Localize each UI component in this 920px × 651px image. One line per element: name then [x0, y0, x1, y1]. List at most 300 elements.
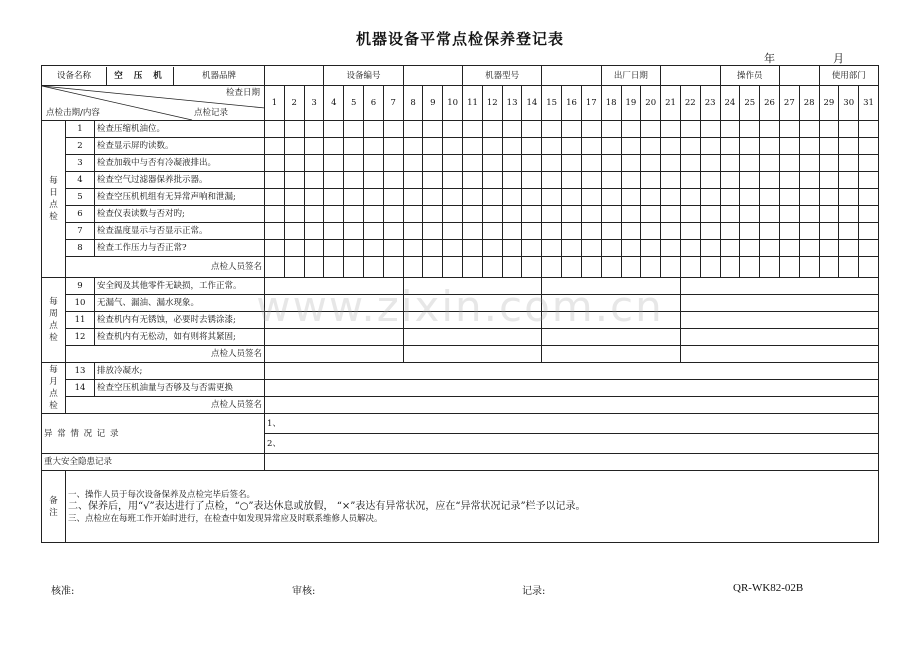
- check-cell[interactable]: [562, 138, 582, 155]
- check-cell[interactable]: [562, 223, 582, 240]
- check-cell[interactable]: [482, 189, 502, 206]
- check-cell[interactable]: [522, 189, 542, 206]
- check-cell[interactable]: [403, 223, 423, 240]
- check-cell[interactable]: [542, 121, 562, 138]
- check-cell[interactable]: [364, 240, 384, 257]
- week-check-cell[interactable]: [265, 295, 404, 312]
- check-cell[interactable]: [443, 189, 463, 206]
- check-cell[interactable]: [522, 223, 542, 240]
- sign-cell[interactable]: [403, 346, 542, 363]
- sign-cell[interactable]: [641, 257, 661, 278]
- sign-cell[interactable]: [542, 346, 681, 363]
- check-cell[interactable]: [304, 172, 324, 189]
- sign-cell[interactable]: [463, 257, 483, 278]
- check-cell[interactable]: [324, 189, 344, 206]
- check-cell[interactable]: [621, 138, 641, 155]
- check-cell[interactable]: [621, 240, 641, 257]
- check-cell[interactable]: [680, 155, 700, 172]
- check-cell[interactable]: [601, 155, 621, 172]
- check-cell[interactable]: [482, 138, 502, 155]
- check-cell[interactable]: [265, 206, 285, 223]
- check-cell[interactable]: [641, 223, 661, 240]
- check-cell[interactable]: [839, 223, 859, 240]
- check-cell[interactable]: [581, 223, 601, 240]
- check-cell[interactable]: [423, 172, 443, 189]
- check-cell[interactable]: [482, 206, 502, 223]
- check-cell[interactable]: [839, 155, 859, 172]
- week-check-cell[interactable]: [542, 295, 681, 312]
- month-check-cell[interactable]: [265, 380, 879, 397]
- check-cell[interactable]: [779, 172, 799, 189]
- check-cell[interactable]: [383, 223, 403, 240]
- sign-cell[interactable]: [284, 257, 304, 278]
- check-cell[interactable]: [542, 172, 562, 189]
- sign-cell[interactable]: [680, 257, 700, 278]
- check-cell[interactable]: [383, 155, 403, 172]
- check-cell[interactable]: [463, 138, 483, 155]
- check-cell[interactable]: [383, 172, 403, 189]
- sign-cell[interactable]: [621, 257, 641, 278]
- check-cell[interactable]: [324, 138, 344, 155]
- check-cell[interactable]: [443, 206, 463, 223]
- check-cell[interactable]: [760, 206, 780, 223]
- sign-cell[interactable]: [364, 257, 384, 278]
- check-cell[interactable]: [740, 240, 760, 257]
- check-cell[interactable]: [265, 240, 285, 257]
- check-cell[interactable]: [423, 223, 443, 240]
- check-cell[interactable]: [364, 189, 384, 206]
- check-cell[interactable]: [601, 240, 621, 257]
- check-cell[interactable]: [324, 223, 344, 240]
- check-cell[interactable]: [403, 206, 423, 223]
- sign-cell[interactable]: [403, 257, 423, 278]
- check-cell[interactable]: [542, 155, 562, 172]
- check-cell[interactable]: [502, 138, 522, 155]
- week-check-cell[interactable]: [265, 312, 404, 329]
- check-cell[interactable]: [700, 155, 720, 172]
- check-cell[interactable]: [344, 206, 364, 223]
- week-check-cell[interactable]: [680, 278, 878, 295]
- factory-date-value[interactable]: [661, 66, 720, 86]
- check-cell[interactable]: [621, 189, 641, 206]
- check-cell[interactable]: [760, 223, 780, 240]
- sign-cell[interactable]: [383, 257, 403, 278]
- sign-cell[interactable]: [601, 257, 621, 278]
- check-cell[interactable]: [621, 121, 641, 138]
- check-cell[interactable]: [680, 223, 700, 240]
- check-cell[interactable]: [700, 240, 720, 257]
- check-cell[interactable]: [819, 138, 839, 155]
- check-cell[interactable]: [799, 155, 819, 172]
- check-cell[interactable]: [423, 138, 443, 155]
- check-cell[interactable]: [502, 206, 522, 223]
- check-cell[interactable]: [740, 121, 760, 138]
- check-cell[interactable]: [740, 189, 760, 206]
- check-cell[interactable]: [680, 189, 700, 206]
- check-cell[interactable]: [304, 240, 324, 257]
- check-cell[interactable]: [720, 155, 740, 172]
- check-cell[interactable]: [760, 138, 780, 155]
- check-cell[interactable]: [799, 138, 819, 155]
- sign-cell[interactable]: [502, 257, 522, 278]
- check-cell[interactable]: [265, 155, 285, 172]
- check-cell[interactable]: [522, 138, 542, 155]
- check-cell[interactable]: [601, 206, 621, 223]
- check-cell[interactable]: [364, 138, 384, 155]
- check-cell[interactable]: [700, 189, 720, 206]
- check-cell[interactable]: [383, 138, 403, 155]
- check-cell[interactable]: [661, 189, 681, 206]
- month-check-cell[interactable]: [265, 363, 879, 380]
- check-cell[interactable]: [562, 240, 582, 257]
- operator-value[interactable]: [779, 66, 819, 86]
- check-cell[interactable]: [779, 206, 799, 223]
- check-cell[interactable]: [265, 121, 285, 138]
- check-cell[interactable]: [383, 189, 403, 206]
- check-cell[interactable]: [661, 138, 681, 155]
- hazard-value[interactable]: [265, 454, 879, 471]
- check-cell[interactable]: [839, 240, 859, 257]
- check-cell[interactable]: [700, 138, 720, 155]
- check-cell[interactable]: [720, 189, 740, 206]
- check-cell[interactable]: [859, 121, 879, 138]
- check-cell[interactable]: [284, 206, 304, 223]
- sign-cell[interactable]: [265, 257, 285, 278]
- check-cell[interactable]: [562, 172, 582, 189]
- check-cell[interactable]: [859, 155, 879, 172]
- abnormal-line-2[interactable]: 2、: [265, 434, 879, 454]
- check-cell[interactable]: [601, 172, 621, 189]
- check-cell[interactable]: [839, 206, 859, 223]
- check-cell[interactable]: [522, 121, 542, 138]
- check-cell[interactable]: [364, 172, 384, 189]
- sign-cell[interactable]: [720, 257, 740, 278]
- check-cell[interactable]: [562, 206, 582, 223]
- check-cell[interactable]: [304, 223, 324, 240]
- check-cell[interactable]: [403, 189, 423, 206]
- check-cell[interactable]: [522, 155, 542, 172]
- check-cell[interactable]: [284, 189, 304, 206]
- check-cell[interactable]: [463, 172, 483, 189]
- check-cell[interactable]: [581, 189, 601, 206]
- sign-cell[interactable]: [859, 257, 879, 278]
- check-cell[interactable]: [463, 240, 483, 257]
- check-cell[interactable]: [502, 189, 522, 206]
- sign-cell[interactable]: [779, 257, 799, 278]
- check-cell[interactable]: [680, 138, 700, 155]
- week-check-cell[interactable]: [680, 312, 878, 329]
- check-cell[interactable]: [740, 172, 760, 189]
- sign-cell[interactable]: [581, 257, 601, 278]
- check-cell[interactable]: [839, 189, 859, 206]
- check-cell[interactable]: [324, 155, 344, 172]
- week-check-cell[interactable]: [542, 329, 681, 346]
- check-cell[interactable]: [482, 155, 502, 172]
- check-cell[interactable]: [423, 240, 443, 257]
- check-cell[interactable]: [601, 121, 621, 138]
- check-cell[interactable]: [720, 223, 740, 240]
- check-cell[interactable]: [265, 172, 285, 189]
- check-cell[interactable]: [859, 223, 879, 240]
- sign-cell[interactable]: [265, 397, 879, 414]
- check-cell[interactable]: [443, 223, 463, 240]
- check-cell[interactable]: [324, 121, 344, 138]
- check-cell[interactable]: [740, 155, 760, 172]
- check-cell[interactable]: [562, 121, 582, 138]
- check-cell[interactable]: [641, 189, 661, 206]
- check-cell[interactable]: [700, 223, 720, 240]
- check-cell[interactable]: [680, 240, 700, 257]
- check-cell[interactable]: [621, 206, 641, 223]
- check-cell[interactable]: [581, 240, 601, 257]
- check-cell[interactable]: [819, 240, 839, 257]
- check-cell[interactable]: [344, 121, 364, 138]
- check-cell[interactable]: [463, 206, 483, 223]
- check-cell[interactable]: [680, 121, 700, 138]
- week-check-cell[interactable]: [403, 278, 542, 295]
- week-check-cell[interactable]: [403, 295, 542, 312]
- check-cell[interactable]: [364, 206, 384, 223]
- check-cell[interactable]: [344, 172, 364, 189]
- check-cell[interactable]: [502, 155, 522, 172]
- check-cell[interactable]: [344, 189, 364, 206]
- check-cell[interactable]: [760, 172, 780, 189]
- check-cell[interactable]: [819, 223, 839, 240]
- abnormal-line-1[interactable]: 1、: [265, 414, 879, 434]
- check-cell[interactable]: [344, 223, 364, 240]
- check-cell[interactable]: [720, 240, 740, 257]
- check-cell[interactable]: [463, 121, 483, 138]
- check-cell[interactable]: [661, 240, 681, 257]
- check-cell[interactable]: [383, 206, 403, 223]
- check-cell[interactable]: [700, 121, 720, 138]
- check-cell[interactable]: [284, 155, 304, 172]
- check-cell[interactable]: [641, 172, 661, 189]
- model-value[interactable]: [542, 66, 601, 86]
- sign-cell[interactable]: [799, 257, 819, 278]
- check-cell[interactable]: [760, 121, 780, 138]
- week-check-cell[interactable]: [542, 312, 681, 329]
- check-cell[interactable]: [641, 240, 661, 257]
- check-cell[interactable]: [760, 155, 780, 172]
- check-cell[interactable]: [799, 240, 819, 257]
- check-cell[interactable]: [482, 223, 502, 240]
- check-cell[interactable]: [779, 223, 799, 240]
- check-cell[interactable]: [661, 172, 681, 189]
- check-cell[interactable]: [779, 138, 799, 155]
- check-cell[interactable]: [304, 138, 324, 155]
- check-cell[interactable]: [463, 223, 483, 240]
- week-check-cell[interactable]: [403, 312, 542, 329]
- check-cell[interactable]: [542, 240, 562, 257]
- check-cell[interactable]: [502, 121, 522, 138]
- check-cell[interactable]: [443, 138, 463, 155]
- check-cell[interactable]: [581, 121, 601, 138]
- sign-cell[interactable]: [423, 257, 443, 278]
- check-cell[interactable]: [680, 206, 700, 223]
- sign-cell[interactable]: [700, 257, 720, 278]
- brand-value[interactable]: [265, 66, 324, 86]
- check-cell[interactable]: [403, 240, 423, 257]
- check-cell[interactable]: [403, 155, 423, 172]
- check-cell[interactable]: [364, 121, 384, 138]
- check-cell[interactable]: [581, 138, 601, 155]
- check-cell[interactable]: [443, 121, 463, 138]
- check-cell[interactable]: [819, 155, 839, 172]
- check-cell[interactable]: [799, 206, 819, 223]
- sign-cell[interactable]: [680, 346, 878, 363]
- check-cell[interactable]: [581, 206, 601, 223]
- sign-cell[interactable]: [443, 257, 463, 278]
- check-cell[interactable]: [324, 206, 344, 223]
- week-check-cell[interactable]: [680, 295, 878, 312]
- check-cell[interactable]: [700, 172, 720, 189]
- check-cell[interactable]: [740, 206, 760, 223]
- check-cell[interactable]: [502, 223, 522, 240]
- check-cell[interactable]: [364, 223, 384, 240]
- week-check-cell[interactable]: [680, 329, 878, 346]
- check-cell[interactable]: [423, 121, 443, 138]
- check-cell[interactable]: [344, 155, 364, 172]
- check-cell[interactable]: [740, 223, 760, 240]
- sign-cell[interactable]: [324, 257, 344, 278]
- check-cell[interactable]: [859, 138, 879, 155]
- check-cell[interactable]: [403, 172, 423, 189]
- sign-cell[interactable]: [760, 257, 780, 278]
- check-cell[interactable]: [601, 138, 621, 155]
- check-cell[interactable]: [403, 138, 423, 155]
- sign-cell[interactable]: [839, 257, 859, 278]
- check-cell[interactable]: [542, 223, 562, 240]
- check-cell[interactable]: [839, 172, 859, 189]
- check-cell[interactable]: [284, 138, 304, 155]
- check-cell[interactable]: [265, 189, 285, 206]
- check-cell[interactable]: [463, 155, 483, 172]
- check-cell[interactable]: [799, 121, 819, 138]
- check-cell[interactable]: [423, 189, 443, 206]
- check-cell[interactable]: [502, 172, 522, 189]
- sign-cell[interactable]: [522, 257, 542, 278]
- check-cell[interactable]: [779, 155, 799, 172]
- check-cell[interactable]: [443, 155, 463, 172]
- check-cell[interactable]: [621, 172, 641, 189]
- check-cell[interactable]: [621, 223, 641, 240]
- check-cell[interactable]: [661, 206, 681, 223]
- check-cell[interactable]: [859, 206, 879, 223]
- check-cell[interactable]: [621, 155, 641, 172]
- check-cell[interactable]: [304, 155, 324, 172]
- check-cell[interactable]: [641, 155, 661, 172]
- check-cell[interactable]: [284, 172, 304, 189]
- check-cell[interactable]: [859, 172, 879, 189]
- week-check-cell[interactable]: [265, 278, 404, 295]
- check-cell[interactable]: [760, 240, 780, 257]
- check-cell[interactable]: [641, 206, 661, 223]
- check-cell[interactable]: [760, 189, 780, 206]
- device-no-value[interactable]: [403, 66, 462, 86]
- week-check-cell[interactable]: [542, 278, 681, 295]
- check-cell[interactable]: [562, 155, 582, 172]
- check-cell[interactable]: [799, 223, 819, 240]
- check-cell[interactable]: [720, 172, 740, 189]
- check-cell[interactable]: [819, 172, 839, 189]
- sign-cell[interactable]: [344, 257, 364, 278]
- check-cell[interactable]: [284, 240, 304, 257]
- check-cell[interactable]: [502, 240, 522, 257]
- check-cell[interactable]: [522, 172, 542, 189]
- check-cell[interactable]: [423, 206, 443, 223]
- check-cell[interactable]: [265, 138, 285, 155]
- sign-cell[interactable]: [819, 257, 839, 278]
- sign-cell[interactable]: [265, 346, 404, 363]
- check-cell[interactable]: [324, 172, 344, 189]
- check-cell[interactable]: [542, 189, 562, 206]
- check-cell[interactable]: [562, 189, 582, 206]
- check-cell[interactable]: [344, 138, 364, 155]
- check-cell[interactable]: [819, 121, 839, 138]
- sign-cell[interactable]: [482, 257, 502, 278]
- check-cell[interactable]: [443, 172, 463, 189]
- check-cell[interactable]: [661, 155, 681, 172]
- check-cell[interactable]: [799, 189, 819, 206]
- check-cell[interactable]: [859, 189, 879, 206]
- check-cell[interactable]: [720, 121, 740, 138]
- check-cell[interactable]: [522, 240, 542, 257]
- check-cell[interactable]: [740, 138, 760, 155]
- check-cell[interactable]: [661, 223, 681, 240]
- check-cell[interactable]: [304, 189, 324, 206]
- sign-cell[interactable]: [542, 257, 562, 278]
- week-check-cell[interactable]: [403, 329, 542, 346]
- check-cell[interactable]: [344, 240, 364, 257]
- check-cell[interactable]: [581, 172, 601, 189]
- sign-cell[interactable]: [304, 257, 324, 278]
- check-cell[interactable]: [542, 138, 562, 155]
- check-cell[interactable]: [482, 240, 502, 257]
- check-cell[interactable]: [779, 189, 799, 206]
- check-cell[interactable]: [819, 189, 839, 206]
- check-cell[interactable]: [680, 172, 700, 189]
- check-cell[interactable]: [581, 155, 601, 172]
- check-cell[interactable]: [799, 172, 819, 189]
- check-cell[interactable]: [779, 240, 799, 257]
- check-cell[interactable]: [324, 240, 344, 257]
- check-cell[interactable]: [542, 206, 562, 223]
- check-cell[interactable]: [304, 121, 324, 138]
- check-cell[interactable]: [403, 121, 423, 138]
- check-cell[interactable]: [522, 206, 542, 223]
- week-check-cell[interactable]: [265, 329, 404, 346]
- check-cell[interactable]: [284, 223, 304, 240]
- check-cell[interactable]: [463, 189, 483, 206]
- check-cell[interactable]: [720, 138, 740, 155]
- check-cell[interactable]: [482, 121, 502, 138]
- sign-cell[interactable]: [562, 257, 582, 278]
- sign-cell[interactable]: [740, 257, 760, 278]
- check-cell[interactable]: [304, 206, 324, 223]
- check-cell[interactable]: [819, 206, 839, 223]
- check-cell[interactable]: [839, 138, 859, 155]
- check-cell[interactable]: [720, 206, 740, 223]
- check-cell[interactable]: [423, 155, 443, 172]
- check-cell[interactable]: [443, 240, 463, 257]
- check-cell[interactable]: [265, 223, 285, 240]
- check-cell[interactable]: [661, 121, 681, 138]
- check-cell[interactable]: [779, 121, 799, 138]
- check-cell[interactable]: [839, 121, 859, 138]
- check-cell[interactable]: [284, 121, 304, 138]
- check-cell[interactable]: [641, 121, 661, 138]
